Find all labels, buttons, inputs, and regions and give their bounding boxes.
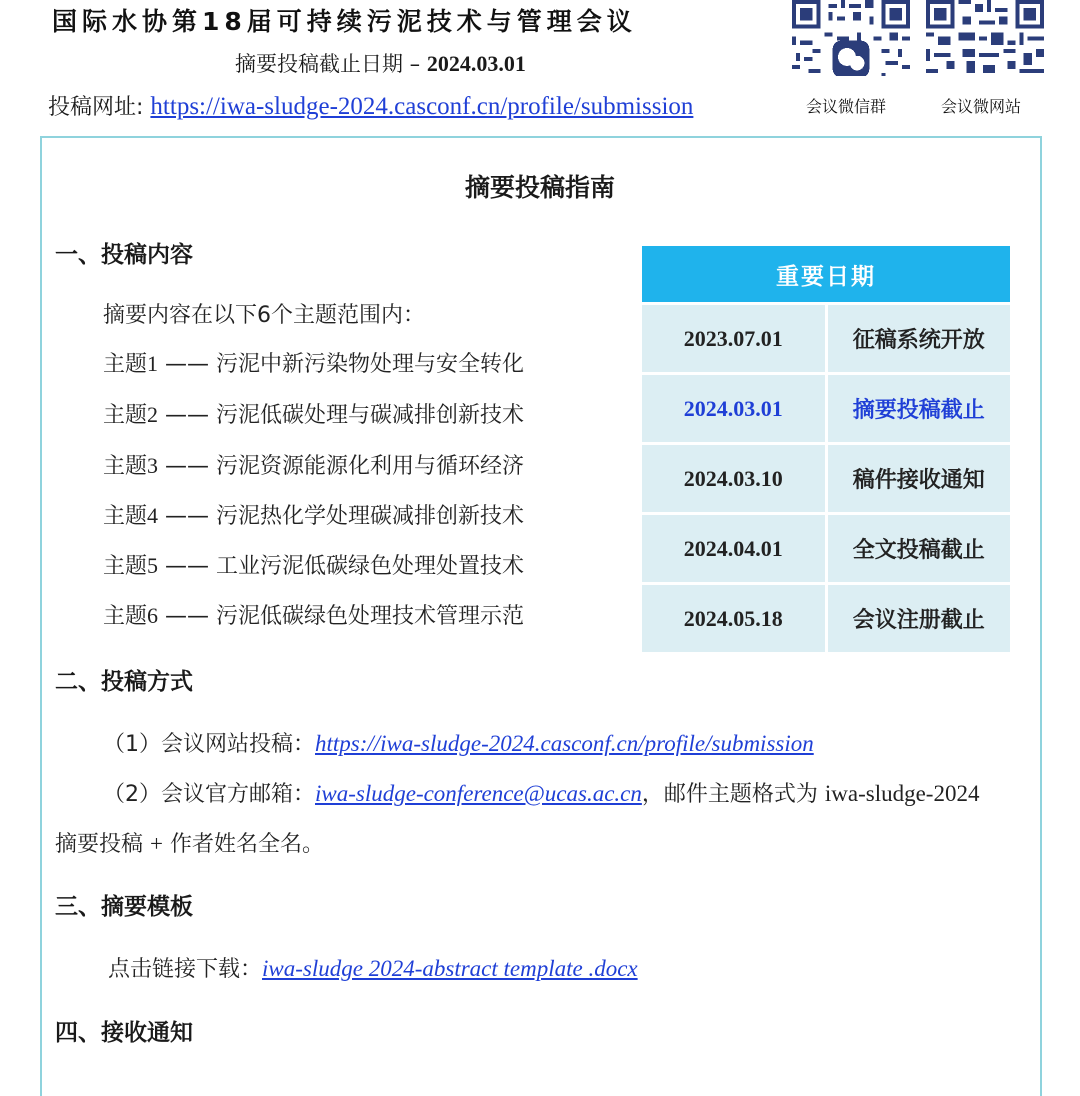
email-subject-line2	[55, 827, 324, 858]
guide-title: 摘要投稿指南	[464, 173, 615, 202]
topic-label: 主题4	[103, 503, 159, 528]
topic-text: —— 污泥资源能源化利用与循环经济	[165, 454, 525, 479]
url-label: 投稿网址:	[48, 95, 144, 120]
date-cell: 2024.03.01	[642, 374, 826, 444]
topics-intro: 摘要内容在以下6个主题范围内：	[103, 303, 425, 328]
template-download-line	[108, 952, 638, 983]
topic-item	[103, 549, 524, 580]
date-cell: 2023.07.01	[642, 304, 826, 374]
event-cell: 会议注册截止	[826, 584, 1010, 653]
topic-item	[103, 347, 524, 378]
submission-url-link[interactable]: https://iwa-sludge-2024.casconf.cn/profile/submission	[150, 93, 694, 120]
conference-title: 国际水协第18届可持续污泥技术与管理会议	[52, 7, 637, 36]
topic-text: —— 污泥热化学处理碳减排创新技术	[165, 504, 525, 529]
email-submission-label: （2）会议官方邮箱：	[103, 782, 315, 807]
plus-sign: +	[150, 831, 163, 856]
date-cell: 2024.03.10	[642, 444, 826, 514]
section-heading-content: 一、投稿内容	[55, 242, 193, 268]
email-link[interactable]: iwa-sludge-conference@ucas.ac.cn	[315, 781, 642, 806]
topic-item	[103, 599, 524, 630]
section-heading-template: 三、摘要模板	[55, 894, 193, 920]
website-submission-label: （1）会议网站投稿：	[103, 732, 315, 757]
event-cell: 征稿系统开放	[826, 304, 1010, 374]
email-subject-text: 摘要投稿	[55, 832, 144, 857]
deadline-date: 2024.03.01	[426, 51, 526, 76]
topic-text: —— 工业污泥低碳绿色处理处置技术	[165, 554, 525, 579]
table-row	[642, 584, 1010, 653]
deadline-line	[235, 48, 526, 78]
date-cell: 2024.04.01	[642, 514, 826, 584]
email-submission-line	[103, 777, 979, 808]
section-heading-method: 二、投稿方式	[55, 669, 193, 695]
email-subject-prefix: iwa-sludge-2024	[824, 781, 980, 806]
topic-text: —— 污泥低碳绿色处理技术管理示范	[165, 604, 525, 629]
download-label: 点击链接下载：	[108, 957, 263, 982]
topic-label: 主题5	[103, 553, 159, 578]
topic-label: 主题3	[103, 453, 159, 478]
topic-item	[103, 449, 524, 480]
website-submission-link[interactable]: https://iwa-sludge-2024.casconf.cn/profile/submission	[315, 731, 814, 756]
deadline-label: 摘要投稿截止日期 –	[235, 52, 421, 76]
event-cell: 全文投稿截止	[826, 514, 1010, 584]
template-download-link[interactable]: iwa-sludge 2024-abstract template .docx	[262, 956, 638, 981]
table-row	[642, 514, 1010, 584]
topic-item	[103, 499, 524, 530]
important-dates-title: 重要日期	[642, 246, 1010, 304]
date-cell: 2024.05.18	[642, 584, 826, 653]
wechat-group-label: 会议微信群	[806, 97, 887, 116]
email-subject-format: ，邮件主题格式为	[641, 782, 818, 807]
event-cell: 摘要投稿截止	[826, 374, 1010, 444]
micro-website-label: 会议微网站	[941, 97, 1022, 116]
topic-text: —— 污泥低碳处理与碳减排创新技术	[165, 403, 525, 428]
table-row	[642, 374, 1010, 444]
table-row	[642, 444, 1010, 514]
important-dates-table	[642, 246, 1010, 652]
wechat-qr-icon	[792, 0, 910, 76]
section-heading-notice: 四、接收通知	[55, 1020, 193, 1046]
topic-item	[103, 398, 524, 429]
website-qr-icon	[926, 0, 1044, 76]
topic-label: 主题1	[103, 351, 159, 376]
table-row	[642, 304, 1010, 374]
website-submission-line	[103, 727, 814, 758]
submission-url-line	[48, 90, 693, 121]
topic-text: —— 污泥中新污染物处理与安全转化	[165, 352, 525, 377]
email-subject-name: 作者姓名全名。	[170, 832, 325, 857]
event-cell: 稿件接收通知	[826, 444, 1010, 514]
topic-label: 主题6	[103, 603, 159, 628]
topic-label: 主题2	[103, 402, 159, 427]
